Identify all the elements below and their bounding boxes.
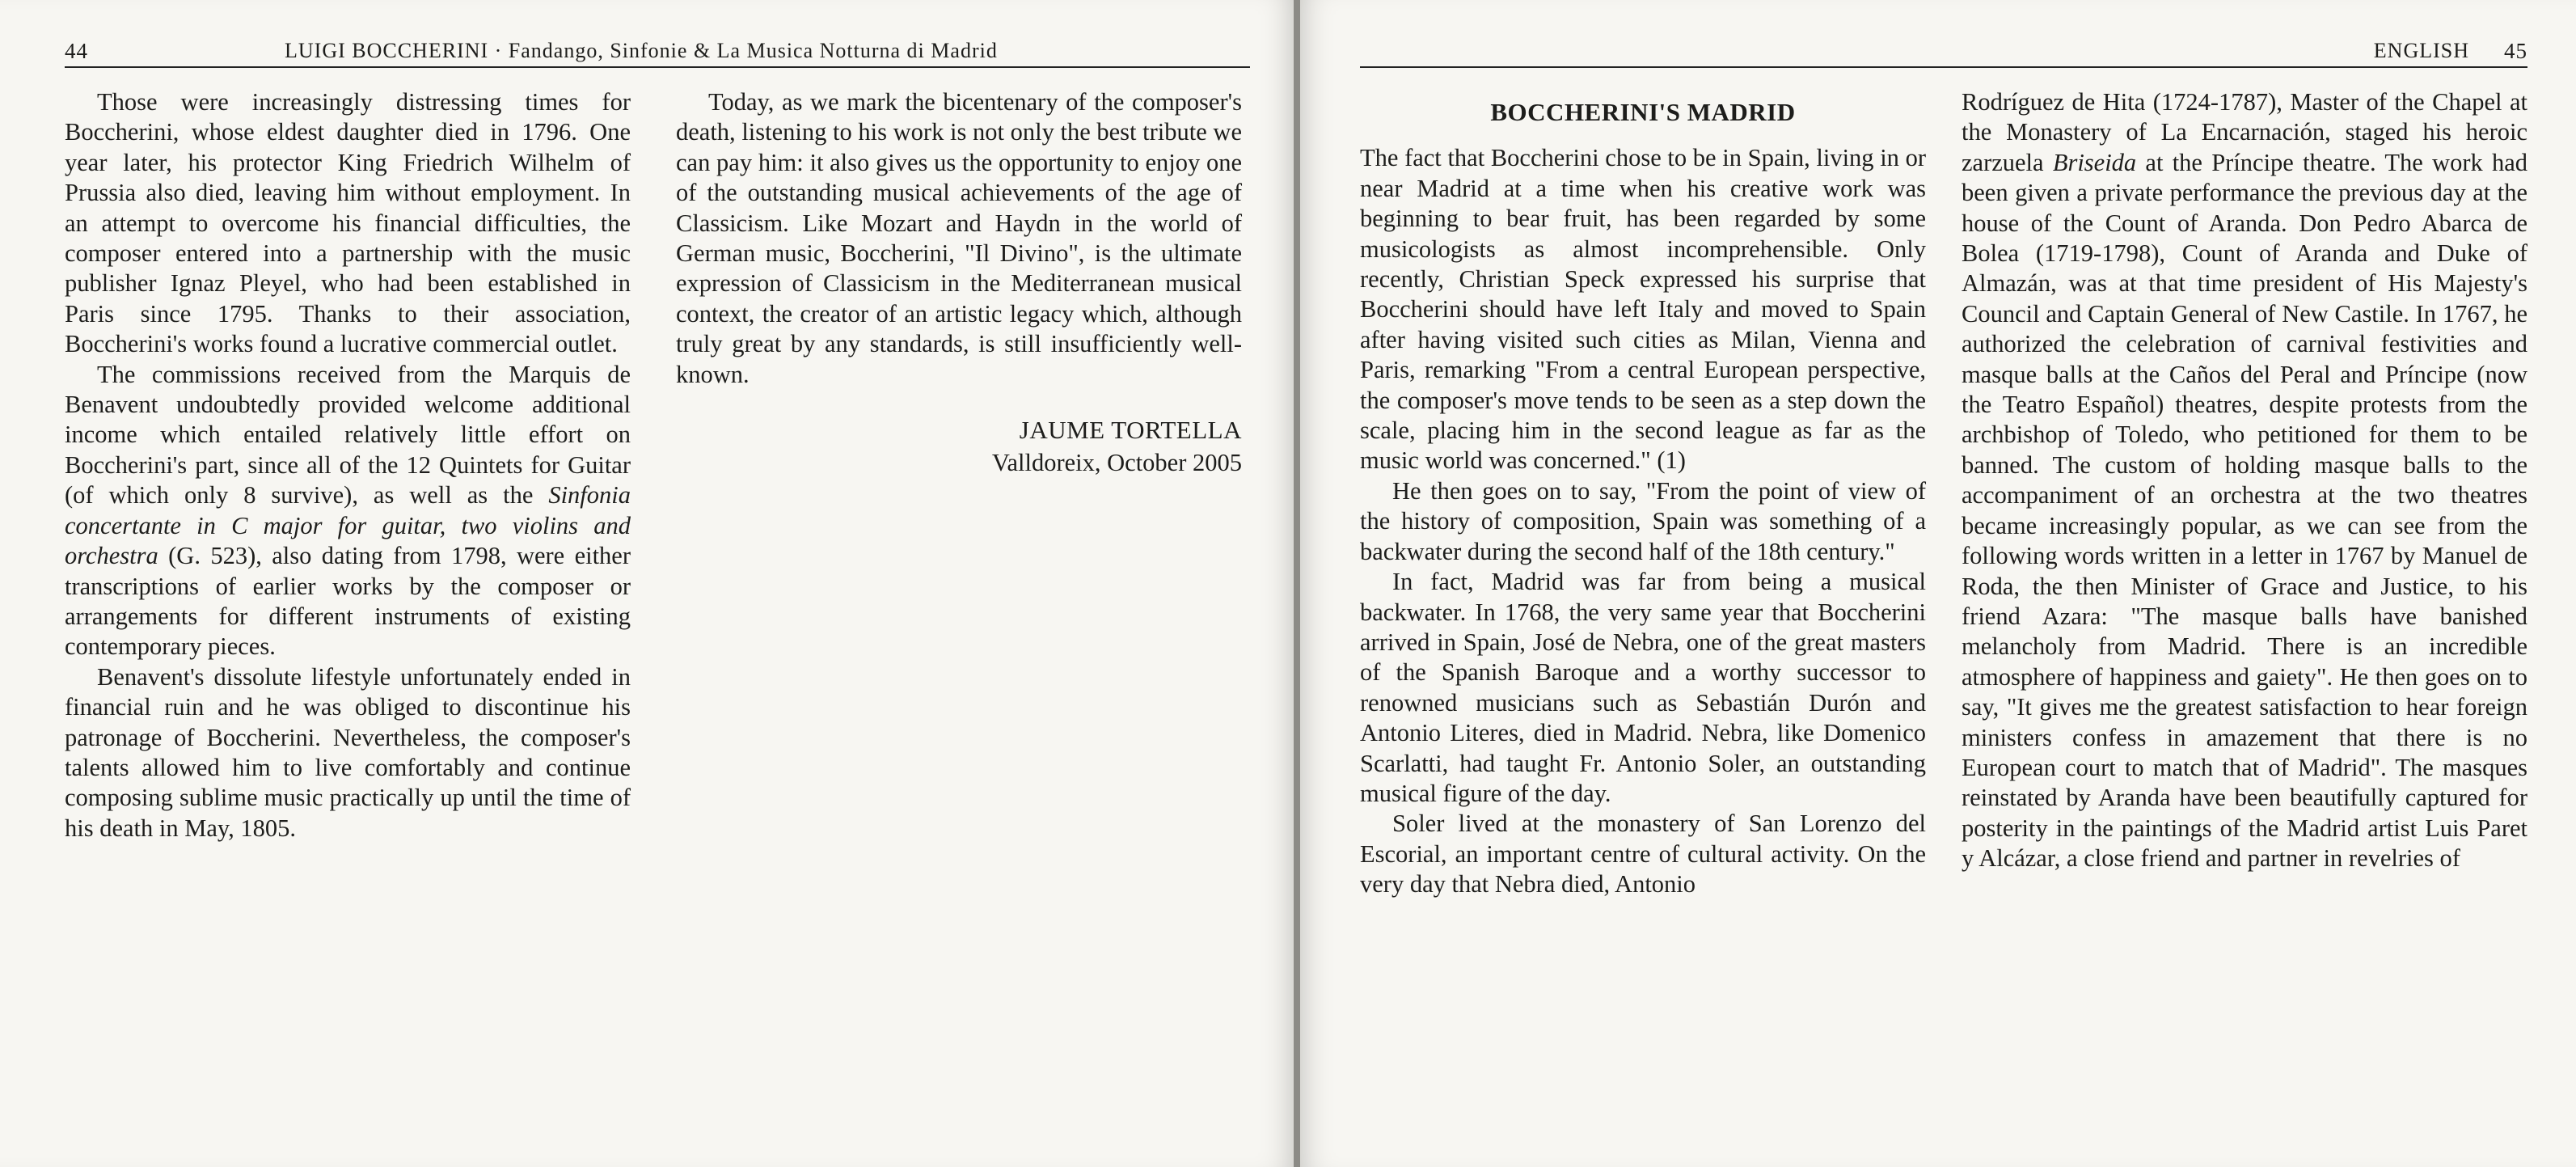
author-name: JAUME TORTELLA: [1019, 416, 1242, 445]
page-number-left: 44: [65, 39, 88, 63]
paragraph: He then goes on to say, "From the point of view of the history of composition, Spain was something of a backwater during the second half of the 18th century.": [1360, 476, 1926, 565]
left-column-2: [676, 87, 1242, 479]
paragraph: Today, as we mark the bicentenary of the composer's death, listening to his work is not only the best tribute we can pay him: it also gives us the opportunity to enjoy one of the outstanding musical achievements of the age of Classicism. Like Mozart and Haydn in the world of German music, Boccherini, "Il Divino", is the ultimate expression of Classicism in the Mediterranean musical context, the creator of an artistic legacy which, although truly great by any standards, is still insufficiently well-known.: [676, 88, 1242, 388]
section-title: BOCCHERINI'S MADRID: [1490, 98, 1796, 126]
right-column-1: [1360, 87, 1926, 900]
paragraph-text: The commissions received from the Marquis de Benavent undoubtedly provided welcome additional income which entailed relatively little effort on Boccherini's part, since all of the 12 Quintets for Guitar (of which only 8 survive), as well as the: [65, 360, 631, 510]
running-head-title-left: LUIGI BOCCHERINI · Fandango, Sinfonie & La Musica Notturna di Madrid: [285, 39, 998, 62]
paragraph-text: Rodríguez de Hita (1724-1787), Master of the Chapel at the Monastery of La Encarnación, staged his heroic zarzuela: [1962, 88, 2527, 176]
running-head-left: [65, 34, 1250, 68]
running-head-right: [1360, 34, 2527, 68]
book-gutter: [1294, 0, 1300, 1167]
right-page: [1300, 0, 2576, 1167]
paragraph-text: at the Príncipe theatre. The work had been given a private performance the previous day at the house of the Count of Aranda. Don Pedro Abarca de Bolea (1719-1798), Count of Aranda and Duke of Almazán, was at that time president of His Majesty's Council and Captain General of New Castile. In 1767, he authorized the celebration of carnival festivities and masque balls at the Caños del Peral and Príncipe (now the Teatro Español) theatres, despite protests from the archbishop of Toledo, who petitioned for them to be banned. The custom of holding masque balls to the accompaniment of an orchestra at the two theatres became increasingly popular, as we can see from the following words written in a letter in 1767 by Manuel de Roda, the then Minister of Grace and Justice, to his friend Azara: "The masque balls have banished melancholy from Madrid. There is an incredible atmosphere of happiness and gaiety". He then goes on to say, "It gives me the greatest satisfaction to hear foreign ministers confess in amazement that there is no European court to match that of Madrid". The masques reinstated by Aranda have been beautifully captured for posterity in the paintings of the Madrid artist Luis Paret y Alcázar, a close friend and partner in revelries of: [1962, 148, 2528, 873]
paragraph-text: (G. 523), also dating from 1798, were either transcriptions of earlier works by the composer or arrangements for different instruments of existing contemporary pieces.: [65, 542, 631, 661]
work-title-italic: Sinfonia concertante in C major for guitar, two violins and orchestra: [65, 481, 631, 570]
right-column-2: [1962, 87, 2527, 874]
paragraph: In fact, Madrid was far from being a musical backwater. In 1768, the very same year that Boccherini arrived in Spain, José de Nebra, one of the great masters of the Spanish Baroque and a worthy successor to renowned musicians such as Sebastián Durón and Antonio Literes, died in Madrid. Nebra, like Domenico Scarlatti, had taught Fr. Antonio Soler, an outstanding musical figure of the day.: [1360, 568, 1926, 807]
work-title-italic: Briseida: [2052, 148, 2137, 176]
paragraph: Benavent's dissolute lifestyle unfortunately ended in financial ruin and he was obliged to discontinue his patronage of Boccherini. Nevertheless, the composer's talents allowed him to live comfortably and continue composing sublime music practically up until the time of his death in May, 1805.: [65, 662, 631, 842]
paragraph: Those were increasingly distressing times for Boccherini, whose eldest daughter died in 1796. One year later, his protector King Friedrich Wilhelm of Prussia also died, leaving him without employment. In an attempt to overcome his financial difficulties, the composer entered into a partnership with the music publisher Ignaz Pleyel, who had been established in Paris since 1795. Thanks to their association, Boccherini's works found a lucrative commercial outlet.: [65, 88, 631, 358]
paragraph: The fact that Boccherini chose to be in Spain, living in or near Madrid at a time when his creative work was beginning to bear fruit, has been regarded by some musicologists as almost incomprehensible. Only recently, Christian Speck expressed his surprise that Boccherini should have left Italy and moved to Spain after having visited such cities as Milan, Vienna and Paris, remarking "From a central European perspective, the composer's move tends to be seen as a step down the scale, placing him in the second league as far as the music world was concerned." (1): [1360, 144, 1926, 475]
left-column-1: [65, 87, 631, 844]
paragraph: Soler lived at the monastery of San Lorenzo del Escorial, an important centre of cultural activity. On the very day that Nebra died, Antonio: [1360, 810, 1926, 899]
author-signature: [676, 414, 1242, 479]
author-place-date: Valldoreix, October 2005: [991, 449, 1242, 477]
running-head-title-right: ENGLISH: [2373, 39, 2469, 62]
paragraph: [1962, 87, 2527, 874]
paragraph: [65, 360, 631, 662]
page-number-right: 45: [2504, 39, 2527, 63]
